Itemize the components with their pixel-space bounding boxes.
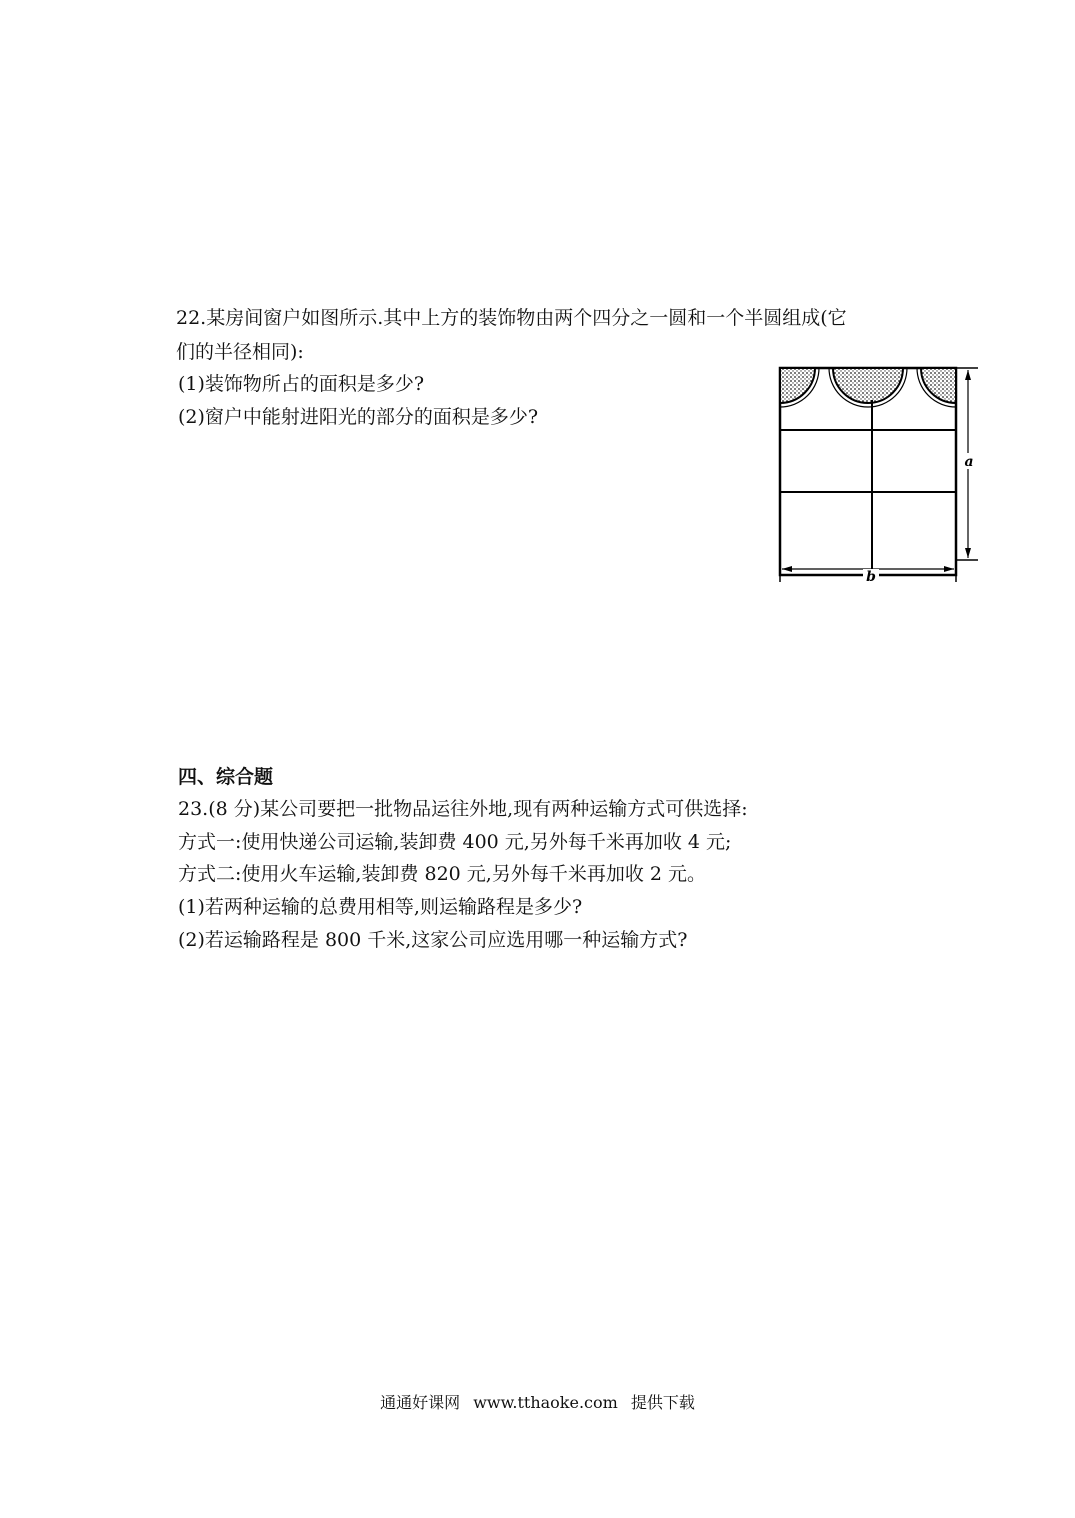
- q23-sub2: (2)若运输路程是 800 千米,这家公司应选用哪一种运输方式?: [178, 929, 688, 951]
- footer-note: 提供下载: [630, 1393, 695, 1412]
- footer-site: 通通好课网: [380, 1393, 461, 1412]
- dimension-b-label: b: [866, 569, 876, 585]
- window-diagram: [770, 360, 985, 585]
- quarter-circle-right: [921, 368, 956, 403]
- q22-stem-line1: 22.某房间窗户如图所示.其中上方的装饰物由两个四分之一圆和一个半圆组成(它: [176, 307, 847, 329]
- q22-sub1: (1)装饰物所占的面积是多少?: [178, 373, 425, 395]
- q23-method1: 方式一:使用快递公司运输,装卸费 400 元,另外每千米再加收 4 元;: [178, 831, 732, 853]
- q23-method2: 方式二:使用火车运输,装卸费 820 元,另外每千米再加收 2 元。: [178, 863, 706, 885]
- q23-stem: 23.(8 分)某公司要把一批物品运往外地,现有两种运输方式可供选择:: [178, 798, 748, 820]
- page-footer: [0, 1392, 1075, 1414]
- q23-sub1: (1)若两种运输的总费用相等,则运输路程是多少?: [178, 896, 583, 918]
- footer-url[interactable]: www.tthaoke.com: [473, 1393, 618, 1412]
- window-figure: [770, 360, 985, 585]
- quarter-circle-left: [780, 368, 815, 403]
- q22-sub2: (2)窗户中能射进阳光的部分的面积是多少?: [178, 406, 539, 428]
- section-heading: 四、综合题: [178, 766, 274, 788]
- dimension-a-label: a: [964, 454, 974, 470]
- q22-stem-line2: 们的半径相同):: [176, 341, 304, 363]
